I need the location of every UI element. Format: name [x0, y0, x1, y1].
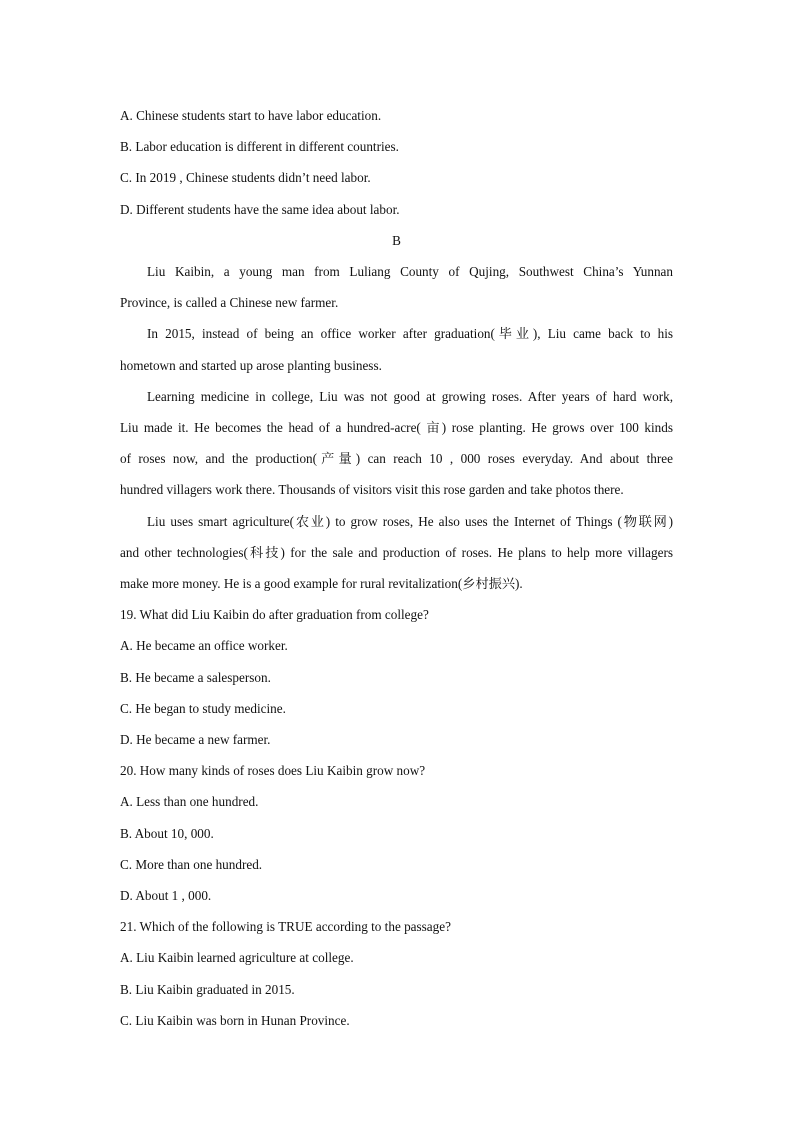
question-20 — [120, 755, 673, 911]
passage-line: hundred villagers work there. Thousands of visitors visit this rose garden and take photos there. — [120, 482, 624, 498]
answer-option: A. Liu Kaibin learned agriculture at college. — [120, 950, 354, 966]
answer-option: C. Liu Kaibin was born in Hunan Province. — [120, 1012, 350, 1028]
passage-line: Province, is called a Chinese new farmer. — [120, 295, 339, 311]
answer-option: A. Less than one hundred. — [120, 794, 259, 810]
question-19 — [120, 599, 673, 755]
passage-paragraph-2 — [120, 318, 673, 380]
passage-line: of roses now, and the production(产量) can reach 10 , 000 roses everyday. And about three — [120, 451, 673, 467]
option-c: C. In 2019 , Chinese students didn’t need labor. — [120, 170, 371, 186]
answer-option: D. He became a new farmer. — [120, 732, 271, 748]
question-stem: 19. What did Liu Kaibin do after graduation from college? — [120, 607, 429, 623]
passage-line: make more money. He is a good example for rural revitalization(乡村振兴). — [120, 576, 523, 592]
answer-option: C. He began to study medicine. — [120, 700, 286, 716]
previous-question-options — [120, 100, 673, 225]
document-page — [120, 100, 673, 1036]
question-21 — [120, 911, 673, 1036]
passage-line: Liu made it. He becomes the head of a hundred-acre( 亩) rose planting. He grows over 100 kinds — [120, 420, 673, 436]
passage-line: In 2015, instead of being an office worker after graduation(毕业), Liu came back to his — [147, 326, 673, 342]
question-stem: 21. Which of the following is TRUE according to the passage? — [120, 919, 451, 935]
answer-option: B. Liu Kaibin graduated in 2015. — [120, 981, 295, 997]
passage-paragraph-3 — [120, 381, 673, 506]
passage-line: hometown and started up arose planting business. — [120, 357, 382, 373]
option-d: D. Different students have the same idea about labor. — [120, 201, 400, 217]
option-a: A. Chinese students start to have labor education. — [120, 108, 382, 123]
answer-option: B. He became a salesperson. — [120, 669, 271, 685]
reading-passage — [120, 256, 673, 599]
answer-option: A. He became an office worker. — [120, 638, 288, 654]
question-stem: 20. How many kinds of roses does Liu Kaibin grow now? — [120, 763, 426, 779]
passage-paragraph-1 — [120, 256, 673, 318]
answer-option: D. About 1 , 000. — [120, 888, 212, 904]
passage-line: Liu Kaibin, a young man from Luliang County of Qujing, Southwest China’s Yunnan — [147, 264, 673, 280]
answer-option: B. About 10, 000. — [120, 825, 214, 841]
passage-paragraph-4 — [120, 506, 673, 600]
passage-line: Learning medicine in college, Liu was not good at growing roses. After years of hard work, — [147, 388, 673, 404]
answer-option: C. More than one hundred. — [120, 856, 263, 872]
passage-line: and other technologies(科技) for the sale and production of roses. He plans to help more villagers — [120, 544, 673, 560]
option-b: B. Labor education is different in different countries. — [120, 139, 399, 155]
passage-line: Liu uses smart agriculture(农业) to grow roses, He also uses the Internet of Things (物联网) — [147, 513, 673, 529]
section-label: B — [392, 232, 401, 248]
